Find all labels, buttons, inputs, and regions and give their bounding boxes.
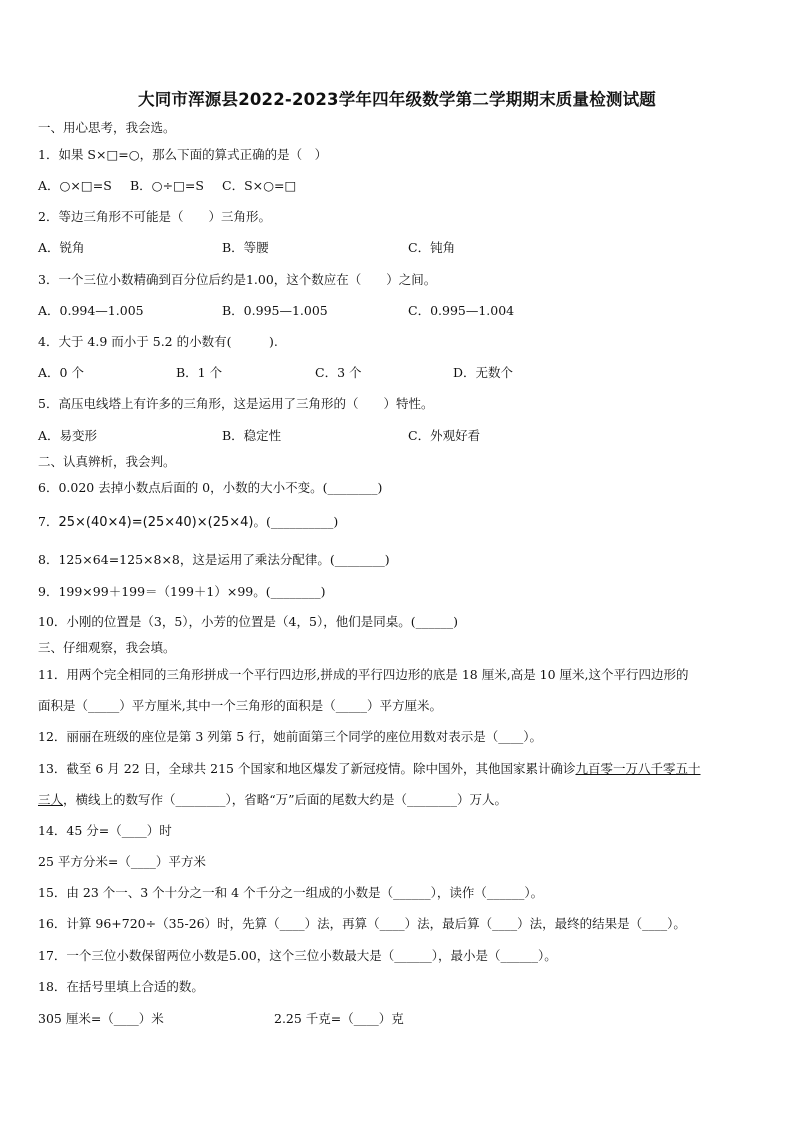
question-7-expression: 25×(40×4)=(25×40)×(25×4)	[58, 515, 254, 530]
underlined-number-text: 三人	[38, 792, 64, 807]
option-d: D．无数个	[453, 365, 514, 380]
question-13-line-1	[38, 761, 764, 777]
question-10: 10．小刚的位置是（3，5），小芳的位置是（4，5），他们是同桌。(______)	[38, 614, 458, 629]
option-b: B．稳定性	[222, 428, 282, 443]
conversion-item-length: 305 厘米=（____）米	[38, 1011, 164, 1026]
option-b: B．1 个	[176, 365, 223, 380]
question-11-line-2: 面积是（_____）平方厘米,其中一个三角形的面积是（_____）平方厘米。	[38, 698, 442, 713]
question-9: 9．199×99＋199＝（199＋1）×99。(________)	[38, 584, 326, 599]
option-a: A．锐角	[38, 240, 85, 255]
question-8: 8．125×64=125×8×8，这是运用了乘法分配律。(________)	[38, 552, 390, 567]
question-1-stem: 1．如果 S×□=○，那么下面的算式正确的是（ ）	[38, 147, 328, 162]
question-13-text: 13．截至 6 月 22 日，全球共 215 个国家和地区爆发了新冠疫情。除中国外，其他国家累计确诊	[38, 761, 576, 776]
question-5-stem: 5．高压电线塔上有许多的三角形，这是运用了三角形的（ ）特性。	[38, 396, 434, 411]
page-title: 大同市浑源县2022-2023学年四年级数学第二学期期末质量检测试题	[138, 90, 656, 109]
section-heading-judge: 二、认真辨析，我会判。	[38, 454, 176, 469]
option-b: B．等腰	[222, 240, 269, 255]
question-4-stem: 4．大于 4.9 而小于 5.2 的小数有( ).	[38, 334, 278, 349]
option-b: B．○÷□=S	[130, 178, 204, 193]
option-a: A．0.994—1.005	[38, 303, 144, 318]
option-c: C．S×○=□	[222, 178, 297, 193]
option-c: C．钝角	[408, 240, 456, 255]
option-c: C．0.995—1.004	[408, 303, 515, 318]
section-heading-fill: 三、仔细观察，我会填。	[38, 640, 176, 655]
option-c: C．外观好看	[408, 428, 481, 443]
question-13-line-2	[38, 792, 764, 808]
option-a: A．易变形	[38, 428, 98, 443]
option-b: B．0.995—1.005	[222, 303, 328, 318]
question-7-number: 7．	[38, 514, 59, 529]
question-17: 17．一个三位小数保留两位小数是5.00，这个三位小数最大是（______），最小是（______）。	[38, 948, 557, 963]
question-7	[38, 514, 764, 531]
section-heading-choice: 一、用心思考，我会选。	[38, 120, 176, 135]
question-6: 6．0.020 去掉小数点后面的 0，小数的大小不变。(________)	[38, 480, 383, 495]
option-a: A．○×□=S	[38, 178, 112, 193]
question-18-stem: 18．在括号里填上合适的数。	[38, 979, 204, 994]
question-7-blank: 。(__________)	[253, 514, 339, 529]
question-15: 15．由 23 个一、3 个十分之一和 4 个千分之一组成的小数是（______），读作（______）。	[38, 885, 544, 900]
question-3-stem: 3．一个三位小数精确到百分位后约是1.00，这个数应在（ ）之间。	[38, 272, 437, 287]
question-2-stem: 2．等边三角形不可能是（ ）三角形。	[38, 209, 271, 224]
option-c: C．3 个	[315, 365, 362, 380]
option-a: A．0 个	[38, 365, 84, 380]
question-13-text: ，横线上的数写作（________），省略“万”后面的尾数大约是（________）万人。	[63, 792, 508, 807]
question-14-line-2: 25 平方分米=（____）平方米	[38, 854, 206, 869]
underlined-number-text: 九百零一万八千零五十	[575, 761, 701, 776]
question-14-line-1: 14．45 分=（____）时	[38, 823, 172, 838]
question-16: 16．计算 96+720÷（35-26）时，先算（____）法，再算（____）法，最后算（____）法，最终的结果是（____）。	[38, 916, 686, 931]
question-12: 12．丽丽在班级的座位是第 3 列第 5 行，她前面第三个同学的座位用数对表示是（____）。	[38, 729, 542, 744]
question-11-line-1: 11．用两个完全相同的三角形拼成一个平行四边形,拼成的平行四边形的底是 18 厘米,高是 10 厘米,这个平行四边形的	[38, 667, 689, 682]
conversion-item-mass: 2.25 千克=（____）克	[274, 1011, 404, 1026]
